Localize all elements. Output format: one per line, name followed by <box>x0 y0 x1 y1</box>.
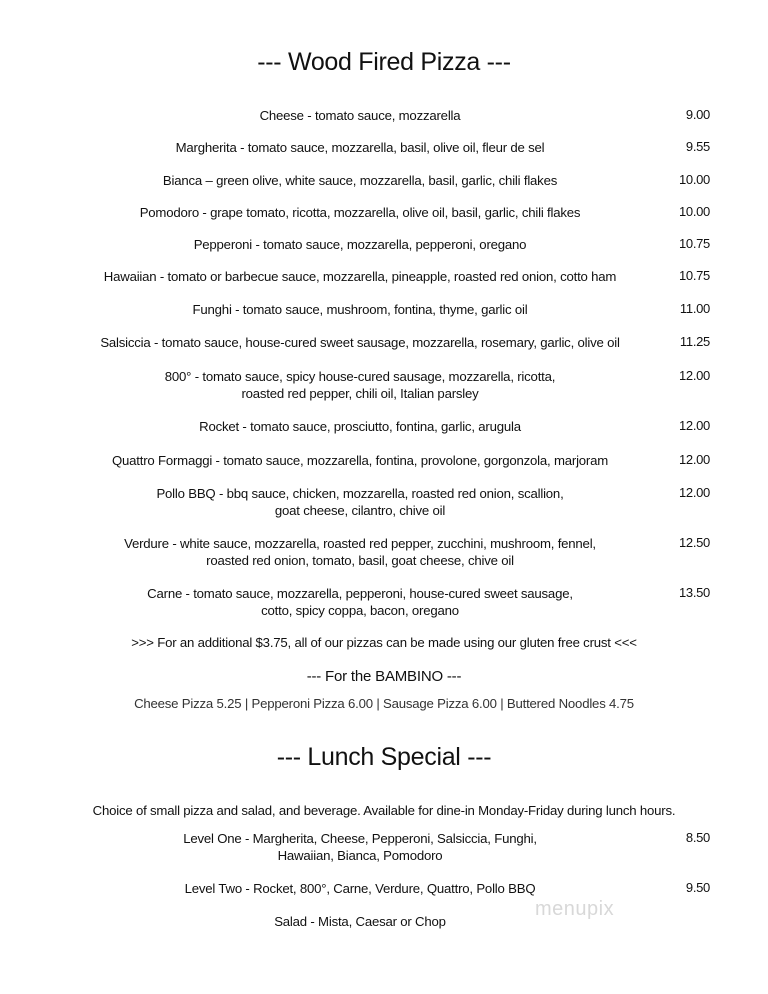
item-ingredients: - tomato sauce, mozzarella, pepperoni, house-cured sweet sausage, <box>182 586 573 601</box>
item-description <box>60 301 660 318</box>
item-ingredients: - tomato sauce, prosciutto, fontina, garlic, arugula <box>238 419 521 434</box>
item-name: Margherita <box>175 140 237 155</box>
item-price: 10.75 <box>678 268 710 283</box>
item-name: Hawaiian <box>103 269 157 284</box>
item-price: 9.00 <box>685 107 710 122</box>
lunch-heading: --- Lunch Special --- <box>276 743 492 771</box>
item-price: 9.55 <box>685 139 710 154</box>
level-options: - Margherita, Cheese, Pepperoni, Salsiccia, Funghi, <box>241 831 537 846</box>
item-ingredients: - tomato sauce, mozzarella, pepperoni, oregano <box>252 237 527 252</box>
salad-options: - Mista, Caesar or Chop <box>306 914 446 929</box>
item-price: 13.50 <box>678 585 710 600</box>
watermark-logo: menupix <box>535 898 615 920</box>
item-description <box>60 368 660 402</box>
item-price: 12.00 <box>678 485 710 500</box>
item-price: 10.00 <box>678 204 710 219</box>
item-description <box>40 268 680 285</box>
pizza-heading: --- Wood Fired Pizza --- <box>257 48 511 76</box>
item-price: 11.25 <box>679 334 710 349</box>
item-ingredients-cont: roasted red pepper, chili oil, Italian parsley <box>241 386 479 401</box>
item-name: Funghi <box>192 302 232 317</box>
level-price: 8.50 <box>685 830 710 845</box>
level-description <box>60 880 660 897</box>
item-name: Carne <box>147 586 183 601</box>
item-description <box>60 236 660 253</box>
item-ingredients: - tomato sauce, house-cured sweet sausage, mozzarella, rosemary, garlic, olive oil <box>150 335 620 350</box>
level-price: 9.50 <box>685 880 710 895</box>
item-name: Verdure <box>124 536 169 551</box>
item-name: Pepperoni <box>193 237 253 252</box>
item-ingredients: - tomato sauce, mozzarella, fontina, provolone, gorgonzola, marjoram <box>212 453 609 468</box>
item-ingredients-cont: goat cheese, cilantro, chive oil <box>274 503 446 518</box>
item-ingredients: - tomato sauce, mushroom, fontina, thyme, garlic oil <box>231 302 528 317</box>
item-ingredients: - tomato sauce, mozzarella <box>303 108 461 123</box>
salad-name: Salad <box>274 914 307 929</box>
item-name: Pollo BBQ <box>156 486 216 501</box>
item-price: 12.00 <box>678 452 710 467</box>
item-description <box>60 485 660 519</box>
item-price: 10.75 <box>678 236 710 251</box>
item-ingredients: - white sauce, mozzarella, roasted red pepper, zucchini, mushroom, fennel, <box>168 536 596 551</box>
item-ingredients: – green olive, white sauce, mozzarella, basil, garlic, chili flakes <box>202 173 558 188</box>
item-description <box>60 139 660 156</box>
item-name: 800° <box>164 369 192 384</box>
item-description <box>60 452 660 469</box>
item-price: 11.00 <box>679 301 710 316</box>
item-description <box>60 418 660 435</box>
item-name: Rocket <box>199 419 239 434</box>
item-name: Pomodoro <box>139 205 199 220</box>
item-ingredients: - bbq sauce, chicken, mozzarella, roasted red onion, scallion, <box>215 486 564 501</box>
item-ingredients: - tomato or barbecue sauce, mozzarella, pineapple, roasted red onion, cotto ham <box>156 269 617 284</box>
item-description <box>60 535 660 569</box>
gluten-free-note: >>> For an additional $3.75, all of our pizzas can be made using our gluten free crust <<< <box>131 635 637 650</box>
item-name: Bianca <box>162 173 203 188</box>
bambino-items: Cheese Pizza 5.25 | Pepperoni Pizza 6.00 | Sausage Pizza 6.00 | Buttered Noodles 4.75 <box>134 696 634 711</box>
item-ingredients: - tomato sauce, spicy house-cured sausage, mozzarella, ricotta, <box>191 369 556 384</box>
level-description <box>60 830 660 864</box>
item-ingredients: - grape tomato, ricotta, mozzarella, olive oil, basil, garlic, chili flakes <box>198 205 581 220</box>
level-options-cont: Hawaiian, Bianca, Pomodoro <box>277 848 443 863</box>
item-price: 10.00 <box>678 172 710 187</box>
lunch-intro: Choice of small pizza and salad, and beverage. Available for dine-in Monday-Friday during lunch hours. <box>92 803 676 818</box>
item-description <box>60 585 660 619</box>
bambino-title: --- For the BAMBINO --- <box>306 668 462 685</box>
item-ingredients: - tomato sauce, mozzarella, basil, olive oil, fleur de sel <box>236 140 545 155</box>
level-options: - Rocket, 800°, Carne, Verdure, Quattro, Pollo BBQ <box>241 881 536 896</box>
item-description <box>60 107 660 124</box>
item-ingredients-cont: cotto, spicy coppa, bacon, oregano <box>261 603 459 618</box>
item-price: 12.00 <box>678 418 710 433</box>
item-name: Salsiccia <box>100 335 151 350</box>
item-name: Cheese <box>259 108 304 123</box>
level-name: Level One <box>183 831 242 846</box>
item-description <box>40 334 680 351</box>
item-name: Quattro Formaggi <box>111 453 213 468</box>
item-price: 12.50 <box>678 535 710 550</box>
item-description <box>60 172 660 189</box>
level-name: Level Two <box>184 881 242 896</box>
item-description <box>60 204 660 221</box>
item-ingredients-cont: roasted red onion, tomato, basil, goat cheese, chive oil <box>206 553 514 568</box>
item-price: 12.00 <box>678 368 710 383</box>
